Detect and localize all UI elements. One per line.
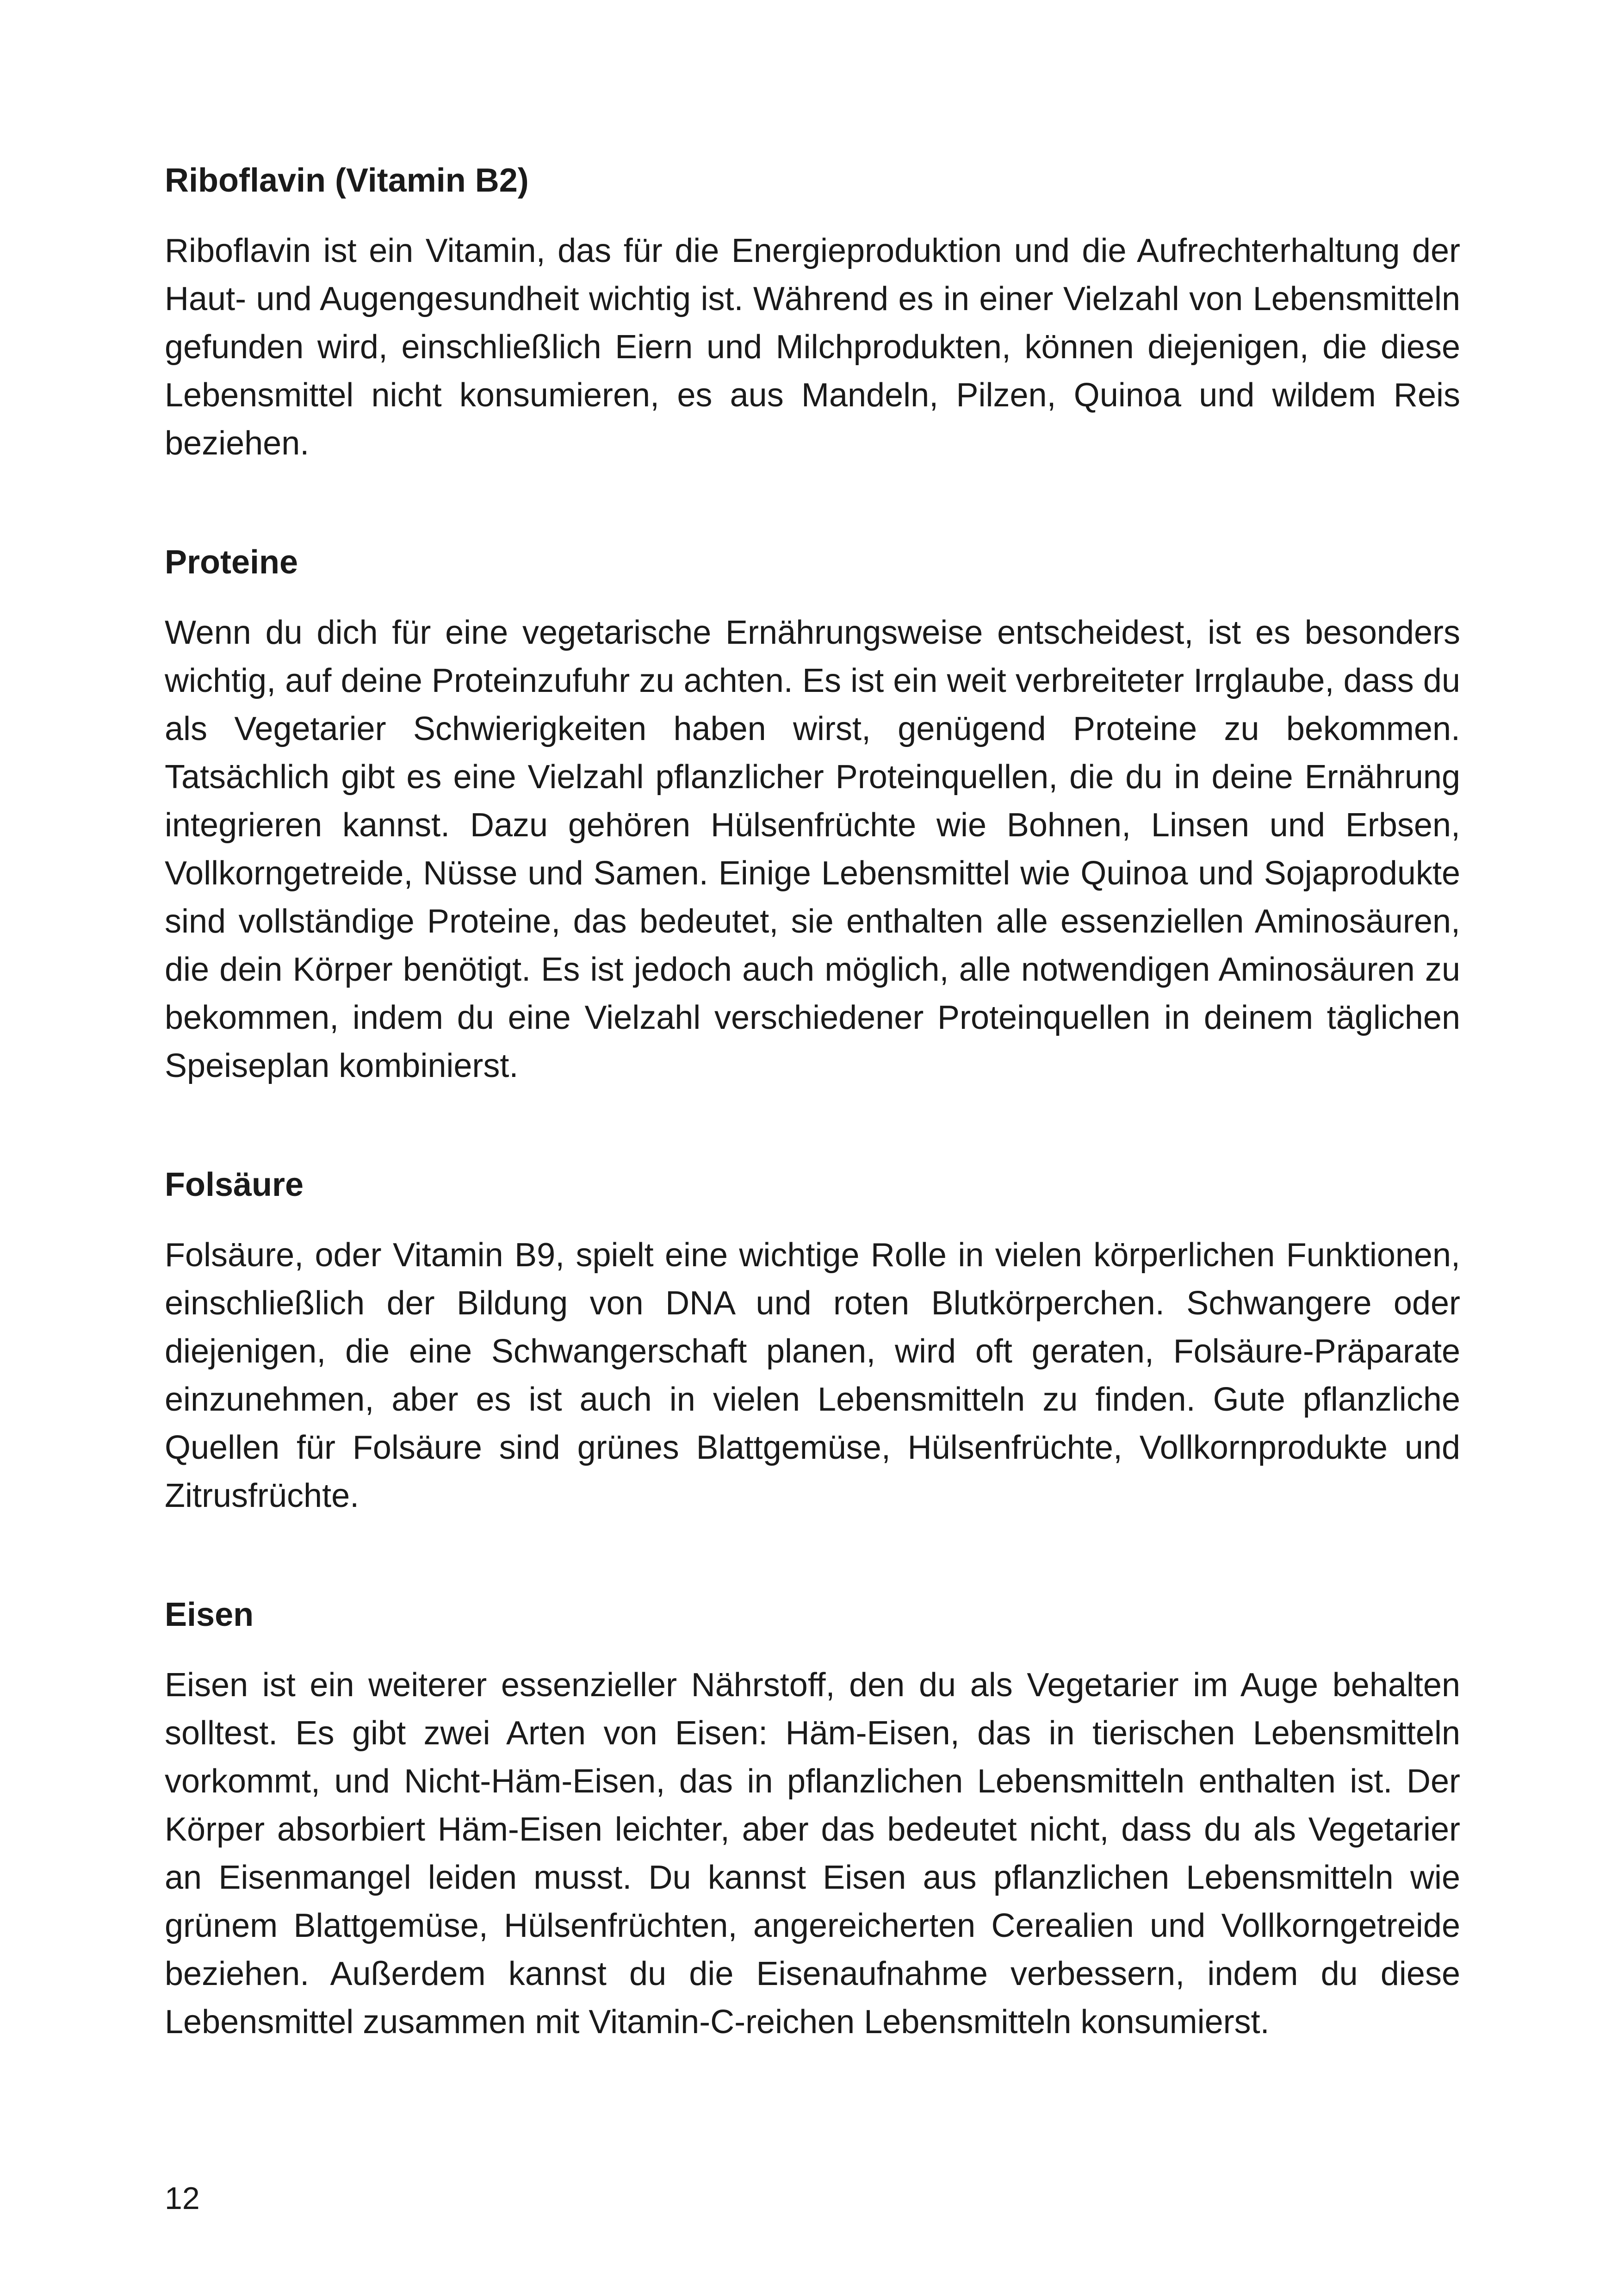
section-paragraph: Wenn du dich für eine vegetarische Ernährungsweise entscheidest, ist es besonders wichtig, auf deine Proteinzufuhr zu achten. Es ist ein weit verbreiteter Irrglaube, dass du als Vegetarier Schwierigkeiten haben wirst, genügend Proteine zu bekommen. Tatsächlich gibt es eine Vielzahl pflanzlicher Proteinquellen, die du in deine Ernährung integrieren kannst. Dazu gehören Hülsenfrüchte wie Bohnen, Linsen und Erbsen, Vollkorngetreide, Nüsse und Samen. Einige Lebensmittel wie Quinoa und Sojaprodukte sind vollständige Proteine, das bedeutet, sie enthalten alle essenziellen Aminosäuren, die dein Körper benötigt. Es ist jedoch auch möglich, alle notwendigen Aminosäuren zu bekommen, indem du eine Vielzahl verschiedener Proteinquellen in deinem täglichen Speiseplan kombinierst.	[165, 614, 1460, 1084]
page-number: 12	[165, 2181, 200, 2216]
section-paragraph: Eisen ist ein weiterer essenzieller Nährstoff, den du als Vegetarier im Auge behalten solltest. Es gibt zwei Arten von Eisen: Häm-Eisen, das in tierischen Lebensmitteln vorkommt, und Nicht-Häm-Eisen, das in pflanzlichen Lebensmitteln enthalten ist. Der Körper absorbiert Häm-Eisen leichter, aber das bedeutet nicht, dass du als Vegetarier an Eisenmangel leiden musst. Du kannst Eisen aus pflanzlichen Lebensmitteln wie grünem Blattgemüse, Hülsenfrüchten, angereicherten Cerealien und Vollkorngetreide beziehen. Außerdem kannst du die Eisenaufnahme verbessern, indem du diese Lebensmittel zusammen mit Vitamin-C-reichen Lebensmitteln konsumierst.	[165, 1667, 1460, 2041]
section-paragraph: Folsäure, oder Vitamin B9, spielt eine wichtige Rolle in vielen körperlichen Funktionen, einschließlich der Bildung von DNA und roten Blutkörperchen. Schwangere oder diejenigen, die eine Schwangerschaft planen, wird oft geraten, Folsäure-Präparate einzunehmen, aber es ist auch in vielen Lebensmitteln zu finden. Gute pflanzliche Quellen für Folsäure sind grünes Blattgemüse, Hülsenfrüchte, Vollkornprodukte und Zitrusfrüchte.	[165, 1237, 1460, 1514]
section-folsaeure	[165, 1162, 1460, 1520]
section-paragraph: Riboflavin ist ein Vitamin, das für die Energieproduktion und die Aufrechterhaltung der Haut- und Augengesundheit wichtig ist. Während es in einer Vielzahl von Lebensmitteln gefunden wird, einschließlich Eiern und Milchprodukten, können diejenigen, die diese Lebensmittel nicht konsumieren, es aus Mandeln, Pilzen, Quinoa und wildem Reis beziehen.	[165, 232, 1460, 462]
section-eisen	[165, 1592, 1460, 2046]
page-content	[165, 157, 1460, 2046]
section-proteine	[165, 539, 1460, 1090]
section-heading: Folsäure	[165, 1166, 304, 1203]
section-heading: Proteine	[165, 544, 298, 581]
section-heading: Eisen	[165, 1596, 254, 1633]
section-riboflavin	[165, 157, 1460, 467]
section-heading: Riboflavin (Vitamin B2)	[165, 162, 529, 199]
